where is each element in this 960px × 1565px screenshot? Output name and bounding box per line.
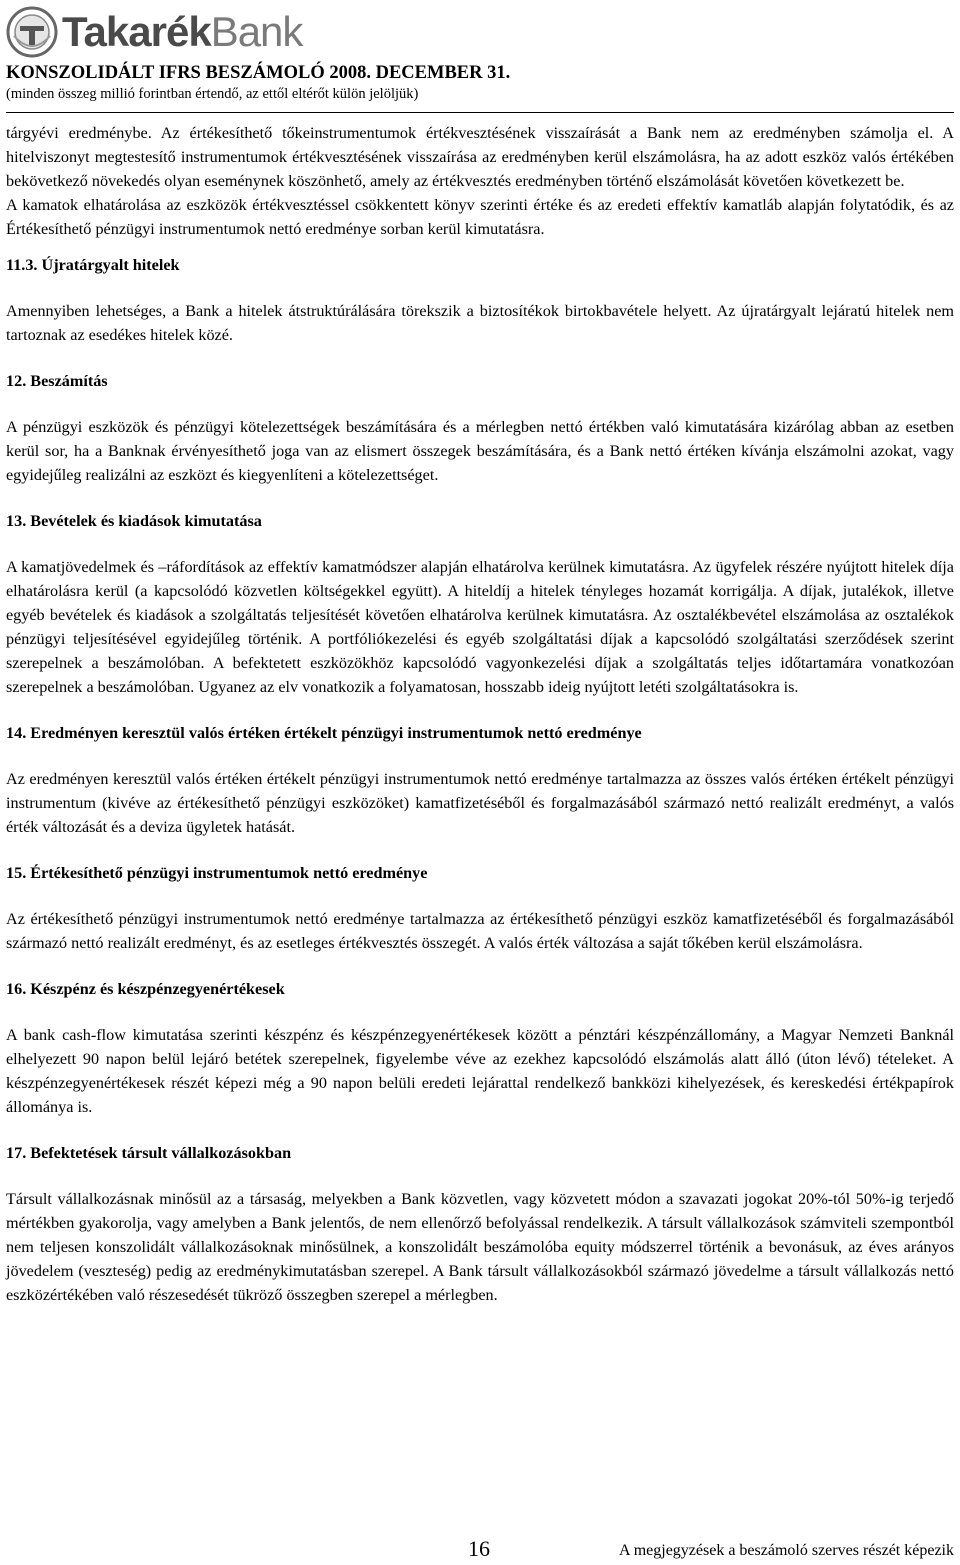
section-heading: 12. Beszámítás — [6, 372, 108, 390]
paragraph: Amennyiben lehetséges, a Bank a hitelek átstruktúrálására törekszik a biztosítékok birtokbavétele helyett. Az újratárgyalt lejáratú hitelek nem tartoznak az esedékes hitelek közé. — [6, 302, 954, 344]
paragraph: A pénzügyi eszközök és pénzügyi kötelezettségek beszámítására és a mérlegben nettó értékben való kimutatására kizárólag abban az esetben kerül sor, ha a Banknak érvényesíthető joga van az elismert összegek beszámítására, és a Bank nettó értéken kívánja elszámolni azokat, vagy egyidejűleg realizálni az eszközt és kiegyenlíteni a kötelezettséget. — [6, 418, 954, 484]
brand-logo — [6, 4, 954, 60]
page-number: 16 — [468, 1536, 490, 1561]
document-title: KONSZOLIDÁLT IFRS BESZÁMOLÓ 2008. DECEMBER 31. — [6, 63, 511, 83]
document-body — [6, 121, 954, 1307]
paragraph: Az értékesíthető pénzügyi instrumentumok nettó eredménye tartalmazza az értékesíthető pénzügyi eszköz kamatfizetéséből és forgalmazásából származó nettó realizált eredményt, és az esetleges értékvesztés összegét. A valós érték változása a saját tőkében kerül elszámolásra. — [6, 910, 954, 952]
footer-note: A megjegyzések a beszámoló szerves részét képezik — [619, 1542, 954, 1559]
paragraph: A bank cash-flow kimutatása szerinti készpénz és készpénzegyenértékesek között a pénztári készpénzállomány, a Magyar Nemzeti Banknál elhelyezett 90 napon belül lejáró betétek szerepelnek, figyelembe véve az ezekhez kapcsolódó elszámolás alatt álló (úton lévő) tételeket. A készpénzegyenértékesek részét képezi még a 90 napon belüli eredeti lejárattal rendelkező bankközi kihelyezések, és kereskedési értékpapírok állománya is. — [6, 1026, 954, 1116]
section-heading: 15. Értékesíthető pénzügyi instrumentumok nettó eredménye — [6, 864, 428, 882]
paragraph: Társult vállalkozásnak minősül az a társaság, melyekben a Bank közvetlen, vagy közvetett módon a szavazati jogokat 20%-tól 50%-ig terjedő mértékben gyakorolja, vagy amelyben a Bank jelentős, de nem ellenőrző befolyással rendelkezik. A társult vállalkozások számviteli szempontból nem teljesen konszolidált vállalkozásoknak minősülnek, a konszolidált beszámolóba equity módszerrel történik a bevonásuk, az éves arányos jövedelem (veszteség) pedig az eredménykimutatásban szerepel. A Bank társult vállalkozásokból származó jövedelme a társult vállalkozás nettó eszközértékében való részesedését tükröző összegben szerepel a mérlegben. — [6, 1190, 954, 1304]
section-heading: 14. Eredményen keresztül valós értéken értékelt pénzügyi instrumentumok nettó eredménye — [6, 724, 642, 742]
page-footer — [0, 1536, 960, 1565]
section-heading: 16. Készpénz és készpénzegyenértékesek — [6, 980, 285, 998]
section-heading: 11.3. Újratárgyalt hitelek — [6, 256, 180, 274]
brand-light: Bank — [210, 8, 303, 55]
brand-wordmark — [62, 8, 303, 55]
paragraph: A kamatok elhatárolása az eszközök értékvesztéssel csökkentett könyv szerinti értéke és az eredeti effektív kamatláb alapján folytatódik, és az Értékesíthető pénzügyi instrumentumok nettó eredménye sorban kerül kimutatásra. — [6, 196, 954, 238]
paragraph: tárgyévi eredménybe. Az értékesíthető tőkeinstrumentumok értékvesztésének visszaírását a Bank nem az eredményben számolja el. A hitelviszonyt megtestesítő instrumentumok értékvesztésének visszaírása az eredményben kerül elszámolásra, ha az adott eszköz valós értékében bekövetkező növekedés olyan eseménynek köszönhető, amely az értékvesztés eredményben történő elszámolását követően következett be. — [6, 124, 954, 190]
section-heading: 17. Befektetések társult vállalkozásokban — [6, 1144, 292, 1162]
takarekbank-logo-icon — [6, 6, 58, 58]
document-subtitle: (minden összeg millió forintban értendő, az ettől eltérőt külön jelöljük) — [6, 86, 419, 102]
brand-bold: Takarék — [62, 8, 211, 55]
paragraph: Az eredményen keresztül valós értéken értékelt pénzügyi instrumentumok nettó eredménye tartalmazza az összes valós értéken értékelt pénzügyi instrumentum (kivéve az értékesíthető pénzügyi eszközöket) kamatfizetéséből és forgalmazásából származó nettó realizált eredményt, a valós érték változását és a deviza ügyletek hatását. — [6, 770, 954, 836]
section-heading: 13. Bevételek és kiadások kimutatása — [6, 512, 262, 530]
paragraph: A kamatjövedelmek és –ráfordítások az effektív kamatmódszer alapján elhatárolva kerülnek kimutatásra. Az ügyfelek részére nyújtott hitelek díja elhatárolásra kerül (a kapcsolódó közvetlen költségekkel együtt). A hiteldíj a hitelek tényleges hozamát korrigálja. A díjak, jutalékok, illetve egyéb bevételek és kiadások a szolgáltatás teljesítését követően elhatárolva kerülnek kimutatásra. Az osztalékbevétel elszámolása az osztalékok pénzügyi teljesítésével egyidejűleg történik. A portfóliókezelési és egyéb szolgáltatási díjak a kapcsolódó szolgáltatási szerződések szerint szerepelnek a beszámolóban. A befektetett eszközökhöz kapcsolódó vagyonkezelési díjak a szolgáltatás teljes időtartamára vonatkozóan szerepelnek a beszámolóban. Ugyanez az elv vonatkozik a folyamatosan, hosszabb ideig nyújtott letéti szolgáltatásokra is. — [6, 558, 954, 696]
page-header — [6, 4, 954, 104]
header-divider — [6, 112, 954, 113]
